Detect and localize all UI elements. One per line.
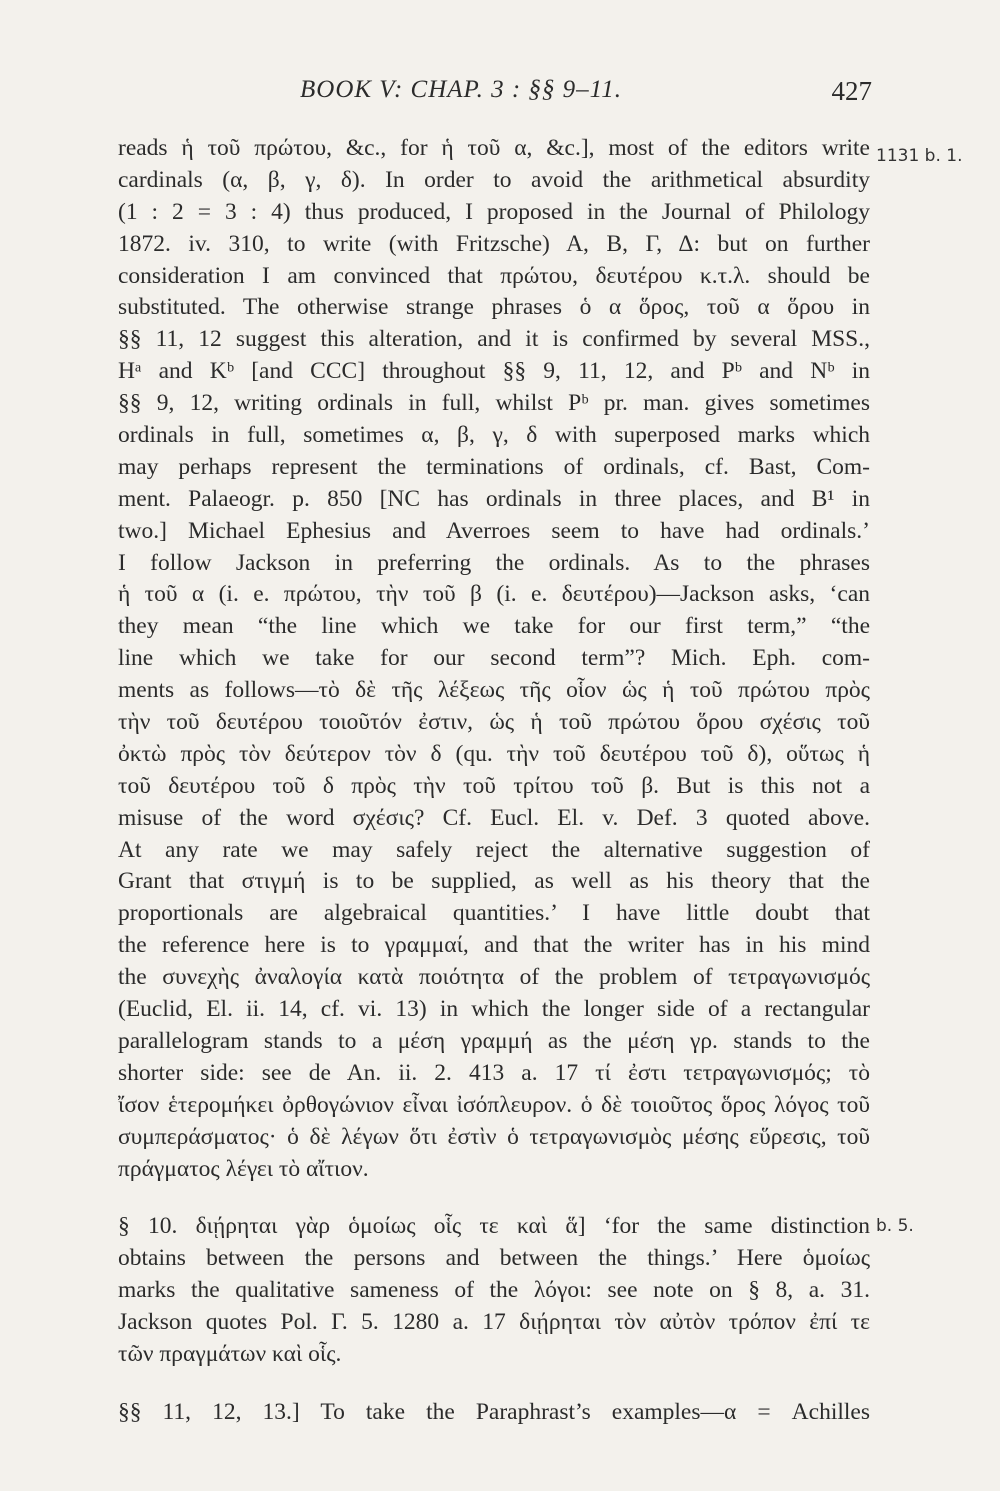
text-line: τὴν τοῦ δευτέρου τοιοῦτόν ἐστιν, ὡς ἡ τοῦ πρώτου ὅρου σχέσις τοῦ [118,709,870,736]
text-line: ὀκτὼ πρὸς τὸν δεύτερον τὸν δ (qu. τὴν τοῦ δευτέρου τοῦ δ), οὕτως ἡ [118,740,870,767]
page-number: 427 [831,76,872,106]
margin-note: 1131 b. 1. [876,146,963,166]
text-line: ordinals in full, sometimes α, β, γ, δ with superposed marks which [118,422,870,449]
text-line: Grant that στιγμή is to be supplied, as well as his theory that the [118,868,870,895]
text-line: τῶν πραγμάτων καὶ οἷς. [118,1340,342,1367]
paragraph-gap [118,1185,870,1211]
text-line: ments as follows—τὸ δὲ τῆς λέξεως τῆς οἷον ὡς ἡ τοῦ πρώτου πρὸς [118,677,870,704]
text-line: the reference here is to γραμμαί, and that the writer has in his mind [118,932,870,959]
text-line: obtains between the persons and between the things.’ Here ὁμοίως [118,1245,870,1272]
text-line: consideration I am convinced that πρώτου, δευτέρου κ.τ.λ. should be [118,262,870,289]
text-line: (1 : 2 = 3 : 4) thus produced, I proposed in the Journal of Philology [118,198,870,225]
text-line: reads ἡ τοῦ πρώτου, &c., for ἡ τοῦ α, &c.], most of the editors write [118,135,870,161]
paragraph-gap [118,1371,870,1397]
text-line: two.] Michael Ephesius and Averroes seem to have had ordinals.’ [118,517,870,544]
paragraph-commentary [118,133,870,1185]
text-line: they mean “the line which we take for our first term,” “the [118,613,870,640]
paragraph-sections-11-13 [118,1397,870,1429]
text-line: πράγματος λέγει τὸ αἴτιον. [118,1155,369,1182]
text-line: may perhaps represent the terminations of ordinals, cf. Bast, Com- [118,453,870,480]
margin-note: b. 5. [876,1216,914,1236]
text-line: (Euclid, El. ii. 14, cf. vi. 13) in which the longer side of a rectangular [118,996,870,1023]
text-line: ment. Palaeogr. p. 850 [NC has ordinals in three places, and B¹ in [118,485,870,512]
page-header [118,76,872,116]
text-line: the συνεχὴς ἀναλογία κατὰ ποιότητα of the problem of τετραγωνισμός [118,964,870,991]
text-line: substituted. The otherwise strange phrases ὁ α ὅρος, τοῦ α ὅρου in [118,294,870,321]
text-line: parallelogram stands to a μέση γραμμή as the μέση γρ. stands to the [118,1027,870,1054]
body-text [118,133,870,1429]
text-line: συμπεράσματος· ὁ δὲ λέγων ὅτι ἐστὶν ὁ τετραγωνισμὸς μέσης εὕρεσις, τοῦ [118,1123,870,1150]
text-line: §§ 11, 12 suggest this alteration, and it is confirmed by several MSS., [118,326,870,353]
text-line: ἴσον ἑτερομήκει ὀρθογώνιον εἶναι ἰσόπλευρον. ὁ δὲ τοιοῦτος ὅρος λόγος τοῦ [118,1091,870,1118]
text-line: cardinals (α, β, γ, δ). In order to avoid the arithmetical absurdity [118,166,870,193]
text-line: misuse of the word σχέσις? Cf. Eucl. El. v. Def. 3 quoted above. [118,804,870,831]
text-line: At any rate we may safely reject the alternative suggestion of [118,836,870,863]
text-line: §§ 9, 12, writing ordinals in full, whilst Pᵇ pr. man. gives sometimes [118,390,870,417]
text-line: 1872. iv. 310, to write (with Fritzsche) A, B, Γ, Δ: but on further [118,230,870,257]
text-line: § 10. διῄρηται γὰρ ὁμοίως οἷς τε καὶ ἅ] ‘for the same distinction [118,1213,870,1240]
text-line: line which we take for our second term”? Mich. Eph. com- [118,645,870,672]
text-line: τοῦ δευτέρου τοῦ δ πρὸς τὴν τοῦ τρίτου τοῦ β. But is this not a [118,772,870,799]
text-line: proportionals are algebraical quantities.’ I have little doubt that [118,900,870,927]
text-line: §§ 11, 12, 13.] To take the Paraphrast’s examples—α = Achilles [118,1398,870,1425]
running-head: BOOK V: CHAP. 3 : §§ 9–11. [300,76,623,103]
text-line: ἡ τοῦ α (i. e. πρώτου, τὴν τοῦ β (i. e. δευτέρου)—Jackson asks, ‘can [118,581,870,608]
text-line: marks the qualitative sameness of the λόγοι: see note on § 8, a. 31. [118,1277,870,1304]
text-line: Hᵃ and Kᵇ [and CCC] throughout §§ 9, 11, 12, and Pᵇ and Nᵇ in [118,358,870,385]
text-line: Jackson quotes Pol. Γ. 5. 1280 a. 17 διῄρηται τὸν αὐτὸν τρόπον ἐπί τε [118,1309,870,1336]
paragraph-section-10 [118,1211,870,1370]
text-line: shorter side: see de An. ii. 2. 413 a. 17 τί ἐστι τετραγωνισμός; τὸ [118,1059,870,1086]
text-line: I follow Jackson in preferring the ordinals. As to the phrases [118,549,870,576]
